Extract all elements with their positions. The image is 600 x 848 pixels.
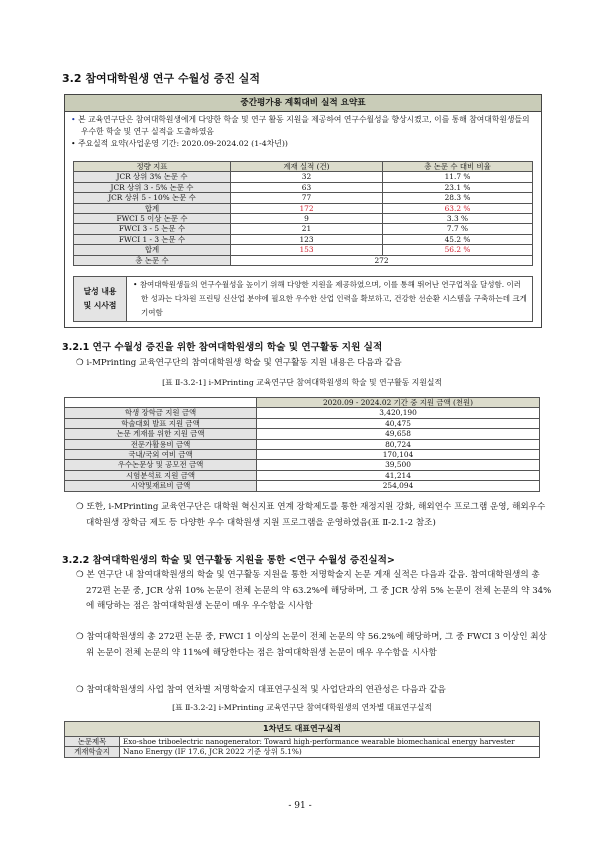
table-caption-2: [표 Ⅱ-3.2-2] i-MPrinting 교육연구단 참여대학원생의 연차별 대표연구실적 [172,703,432,712]
table-row [74,203,533,213]
table-row [74,182,533,192]
table-row [65,747,540,757]
circle-bullet-icon: ❍ [76,358,87,368]
paper-label: 논문제목 [65,737,120,747]
table-header-row [74,162,533,172]
circle-bullet-icon: ❍ [76,570,87,580]
row-ratio: 23.1 % [383,182,533,192]
sub2-paragraph-3: ❍ 참여대학원생의 사업 참여 연차별 저명학술지 대표연구실적 및 사업단과의 연관성은 다음과 같음 [76,685,446,695]
subsection-title-2: 3.2.2 참여대학원생의 학술 및 연구활동 지원을 통한 <연구 수월성 증진실적> [62,555,395,566]
table-row [65,418,540,428]
row-ratio: 28.3 % [383,193,533,203]
support-value: 40,475 [257,418,540,428]
support-label: 학술대회 발표 지원 금액 [65,418,257,428]
sub2-paragraph-1: ❍ 본 연구단 내 참여대학원생의 학술 및 연구활동 지원을 통한 저명학술지 논문 게재 실적은 다음과 같음. 참여대학원생의 총 272편 논문 중, JCR 상위 10% 논문이 전체 논문의 약 63.2%에 해당하며, 그 중 JCR 상위 5% 논문이 전체 논문의 약 34%에 해당하는 점은 참여대학원생 논문이 매우 우수함을 시사함 [76,570,552,611]
table-row [74,193,533,203]
row-count: 63 [231,182,383,192]
circle-bullet-icon: ❍ [76,685,87,695]
sub1-note: ❍ 또한, i-MPrinting 교육연구단은 대학원 혁신지표 연계 장학제도를 통한 재정지원 강화, 해외연수 프로그램 운영, 해외우수 대학원생 장학금 제도 등 다양한 우수 대학원생 지원 프로그램을 운영하였음(표 Ⅱ-2.1-2 참조) [76,502,546,528]
row-label: JCR 상위 3% 논문 수 [74,172,231,182]
row-label: 합계 [74,203,231,213]
circle-bullet-icon: ❍ [76,632,87,642]
achievement-table [73,276,533,322]
page-number: - 91 - [288,801,312,811]
row-count: 153 [231,245,383,255]
circle-bullet-icon: ❍ [76,502,87,512]
row-count: 123 [231,234,383,244]
table-row [74,255,533,265]
row-ratio: 3.3 % [383,214,533,224]
bullet-icon: • [71,139,79,148]
support-label: 전문가활용비 금액 [65,439,257,449]
support-table [64,397,540,492]
paper-value: Exo-shoe triboelectric nanogenerator: Toward high-performance wearable biomechanical energy harvester [120,737,540,747]
support-value: 49,658 [257,429,540,439]
table-row [74,234,533,244]
row-ratio: 7.7 % [383,224,533,234]
total-value: 272 [231,255,533,265]
col-header: 총 논문 수 대비 비율 [383,162,533,172]
row-ratio: 45.2 % [383,234,533,244]
research-table [64,721,540,758]
bullet-icon: • [71,115,79,124]
row-label: FWCI 3 - 5 논문 수 [74,224,231,234]
support-label: 논문 게재를 위한 지원 금액 [65,429,257,439]
row-ratio: 11.7 % [383,172,533,182]
section-title: 3.2 참여대학원생 연구 수월성 증진 실적 [62,72,261,85]
support-value: 254,094 [257,481,540,491]
row-label: JCR 상위 3 - 5% 논문 수 [74,182,231,192]
summary-bullet-2: • 주요실적 요약(사업운영 기간: 2020.09-2024.02 (1-4차년)) [71,139,288,148]
summary-title: 중간평가용 계획대비 실적 요약표 [65,95,541,112]
table-row [74,245,533,255]
col-header: 계재 실적 (건) [231,162,383,172]
row-ratio: 63.2 % [383,203,533,213]
row-label: FWCI 1 - 3 논문 수 [74,234,231,244]
sub2-paragraph-2: ❍ 참여대학원생의 총 272편 논문 중, FWCI 1 이상의 논문이 전체 논문의 약 56.2%에 해당하며, 그 중 FWCI 3 이상인 최상위 논문이 전체 논문의 약 11%에 해당한다는 점은 참여대학원생 논문이 매우 우수함을 시사함 [76,632,547,658]
support-value: 80,724 [257,439,540,449]
summary-table [73,161,533,266]
support-label: 국내/국외 여비 금액 [65,450,257,460]
table-row [74,214,533,224]
support-label: 우수논문상 및 공모전 금액 [65,460,257,470]
table-row [65,460,540,470]
row-label: 합계 [74,245,231,255]
support-value: 41,214 [257,470,540,480]
achievement-text: • 참여대학원생들의 연구수월성을 높이기 위해 다양한 지원을 제공하였으며, 이를 통해 뛰어난 연구업적을 달성함. 이러한 성과는 다차원 프린팅 신산업 분야에 필요한 우수한 산업 인력을 확보하고, 건강한 선순환 시스템을 구축하는데 크게 기여함 [127,277,533,322]
journal-value: Nano Energy (IF 17.6, JCR 2022 기준 상위 5.1%) [120,747,540,757]
row-count: 172 [231,203,383,213]
achievement-label: 달성 내용 및 시사점 [74,277,127,322]
col-header: 정량 지표 [74,162,231,172]
sub1-intro: ❍ i-MPrinting 교육연구단의 참여대학원생 학술 및 연구활동 지원 내용은 다음과 같음 [76,358,402,368]
table-row [65,439,540,449]
row-count: 77 [231,193,383,203]
table-row [65,408,540,418]
total-label: 총 논문 수 [74,255,231,265]
table-row [65,737,540,747]
table-caption-1: [표 Ⅱ-3.2-1] i-MPrinting 교육연구단 참여대학원생의 학술 및 연구활동 지원실적 [162,378,442,387]
support-label: 시약및재료비 금액 [65,481,257,491]
support-value: 39,500 [257,460,540,470]
research-table-title: 1차년도 대표연구실적 [65,722,540,737]
table-row [65,429,540,439]
journal-label: 게재학술지 [65,747,120,757]
row-count: 21 [231,224,383,234]
col-header: 2020.09 - 2024.02 기간 중 지원 금액 (천원) [257,398,540,408]
table-row [65,481,540,491]
row-count: 9 [231,214,383,224]
support-label: 시험분석료 지원 금액 [65,470,257,480]
row-count: 32 [231,172,383,182]
table-row [74,172,533,182]
support-label: 학생 장학금 지원 금액 [65,408,257,418]
table-row [65,450,540,460]
summary-bullet-1: • 본 교육연구단은 참여대학원생에게 다양한 학술 및 연구 활동 지원을 제공하여 연구수월성을 향상시켰고, 이를 통해 참여대학원생들의 우수한 학술 및 연구 실적을 도출하였음 [71,115,530,136]
table-row [74,224,533,234]
subsection-title-1: 3.2.1 연구 수월성 증진을 위한 참여대학원생의 학술 및 연구활동 지원 실적 [62,342,383,353]
support-value: 3,420,190 [257,408,540,418]
summary-box [64,94,542,328]
row-ratio: 56.2 % [383,245,533,255]
support-value: 170,104 [257,450,540,460]
table-row [65,470,540,480]
row-label: JCR 상위 5 - 10% 논문 수 [74,193,231,203]
row-label: FWCI 5 이상 논문 수 [74,214,231,224]
